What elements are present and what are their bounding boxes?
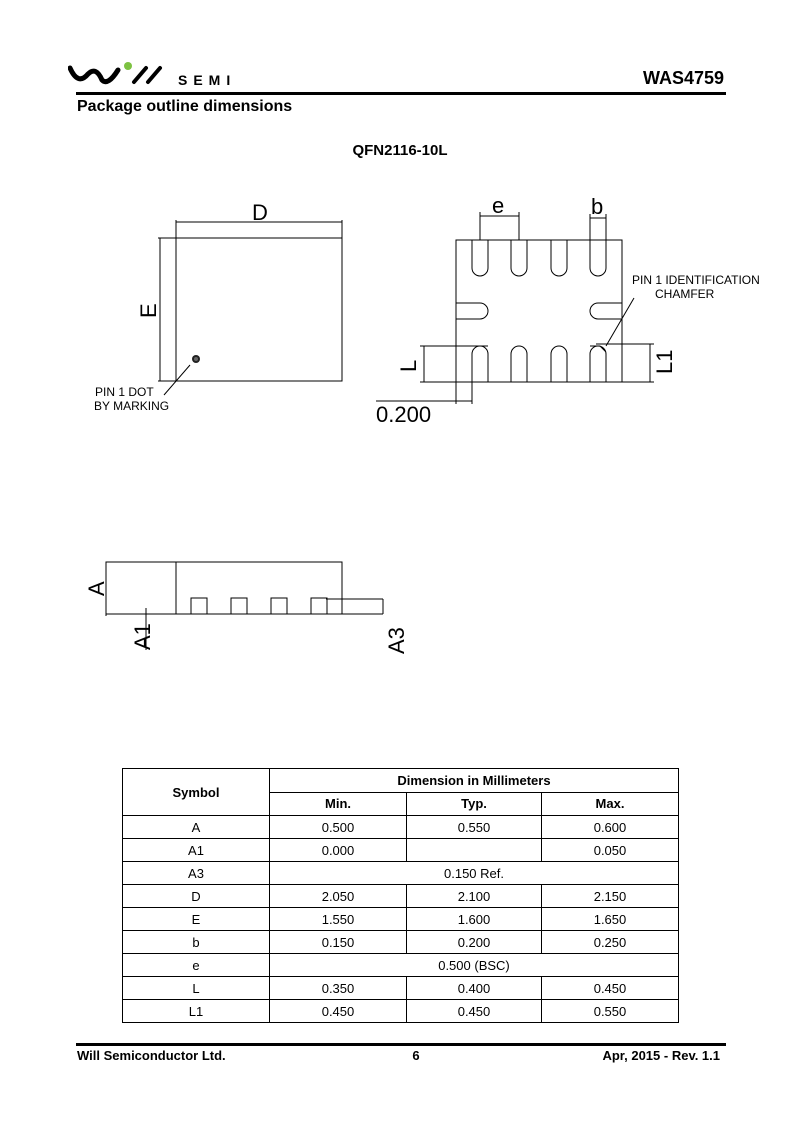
label-pin1-id-2: CHAMFER — [655, 287, 715, 301]
table-row — [123, 954, 679, 977]
cell-typ — [407, 839, 542, 862]
cell-min: 1.550 — [270, 908, 407, 931]
cell-min: 0.450 — [270, 1000, 407, 1023]
cell-symbol: A1 — [123, 839, 270, 862]
table-row — [123, 908, 679, 931]
cell-max: 0.450 — [542, 977, 679, 1000]
cell-symbol: L1 — [123, 1000, 270, 1023]
cell-typ: 0.200 — [407, 931, 542, 954]
cell-symbol: A3 — [123, 862, 270, 885]
label-e-pitch: e — [492, 193, 505, 218]
side-view-body — [106, 562, 342, 614]
dimension-header: Dimension in Millimeters — [270, 769, 679, 793]
label-l: L — [396, 359, 421, 372]
cell-min: 2.050 — [270, 885, 407, 908]
label-e-body: E — [136, 303, 161, 318]
label-d: D — [252, 200, 268, 225]
package-title: QFN2116-10L — [352, 142, 448, 159]
table-row — [123, 1000, 679, 1023]
footer-company: Will Semiconductor Ltd. — [77, 1048, 226, 1063]
cell-symbol: E — [123, 908, 270, 931]
footer-rule — [76, 1043, 726, 1046]
label-a: A — [84, 581, 109, 596]
table-row — [123, 839, 679, 862]
cell-max: 0.050 — [542, 839, 679, 862]
top-view-body — [176, 238, 342, 381]
cell-max: 1.650 — [542, 908, 679, 931]
section-title: Package outline dimensions — [77, 98, 293, 115]
table-row — [123, 931, 679, 954]
dimension-table — [122, 768, 679, 1023]
table-row — [123, 885, 679, 908]
cell-max: 0.250 — [542, 931, 679, 954]
cell-min: 0.150 — [270, 931, 407, 954]
label-pin1-id-1: PIN 1 IDENTIFICATION — [632, 273, 760, 287]
bottom-view-body — [456, 240, 622, 382]
cell-max: 2.150 — [542, 885, 679, 908]
cell-max: 0.550 — [542, 1000, 679, 1023]
cell-symbol: e — [123, 954, 270, 977]
label-pin1-dot-1: PIN 1 DOT — [95, 385, 154, 399]
cell-typ: 0.450 — [407, 1000, 542, 1023]
min-header: Min. — [270, 792, 407, 816]
table-row — [123, 977, 679, 1000]
cell-symbol: L — [123, 977, 270, 1000]
cell-symbol: D — [123, 885, 270, 908]
typ-header: Typ. — [407, 792, 542, 816]
table-row — [123, 816, 679, 839]
brand-word: SEMI — [178, 72, 237, 88]
table-row — [123, 862, 679, 885]
cell-min: 0.500 — [270, 816, 407, 839]
cell-merged: 0.150 Ref. — [270, 862, 679, 885]
cell-typ: 1.600 — [407, 908, 542, 931]
max-header: Max. — [542, 792, 679, 816]
cell-min: 0.000 — [270, 839, 407, 862]
label-a1: A1 — [130, 623, 155, 650]
cell-max: 0.600 — [542, 816, 679, 839]
cell-typ: 0.400 — [407, 977, 542, 1000]
label-pin1-dot-2: BY MARKING — [94, 399, 170, 413]
cell-min: 0.350 — [270, 977, 407, 1000]
label-l1: L1 — [652, 349, 677, 374]
cell-typ: 0.550 — [407, 816, 542, 839]
label-a3: A3 — [384, 627, 409, 654]
part-number: WAS4759 — [642, 68, 724, 88]
cell-typ: 2.100 — [407, 885, 542, 908]
footer-revision: Apr, 2015 - Rev. 1.1 — [602, 1048, 720, 1063]
cell-symbol: b — [123, 931, 270, 954]
symbol-header: Symbol — [123, 769, 270, 816]
cell-merged: 0.500 (BSC) — [270, 954, 679, 977]
cell-symbol: A — [123, 816, 270, 839]
label-pad-offset: 0.200 — [376, 402, 432, 427]
label-b: b — [591, 194, 604, 219]
footer-page-number: 6 — [412, 1048, 420, 1063]
